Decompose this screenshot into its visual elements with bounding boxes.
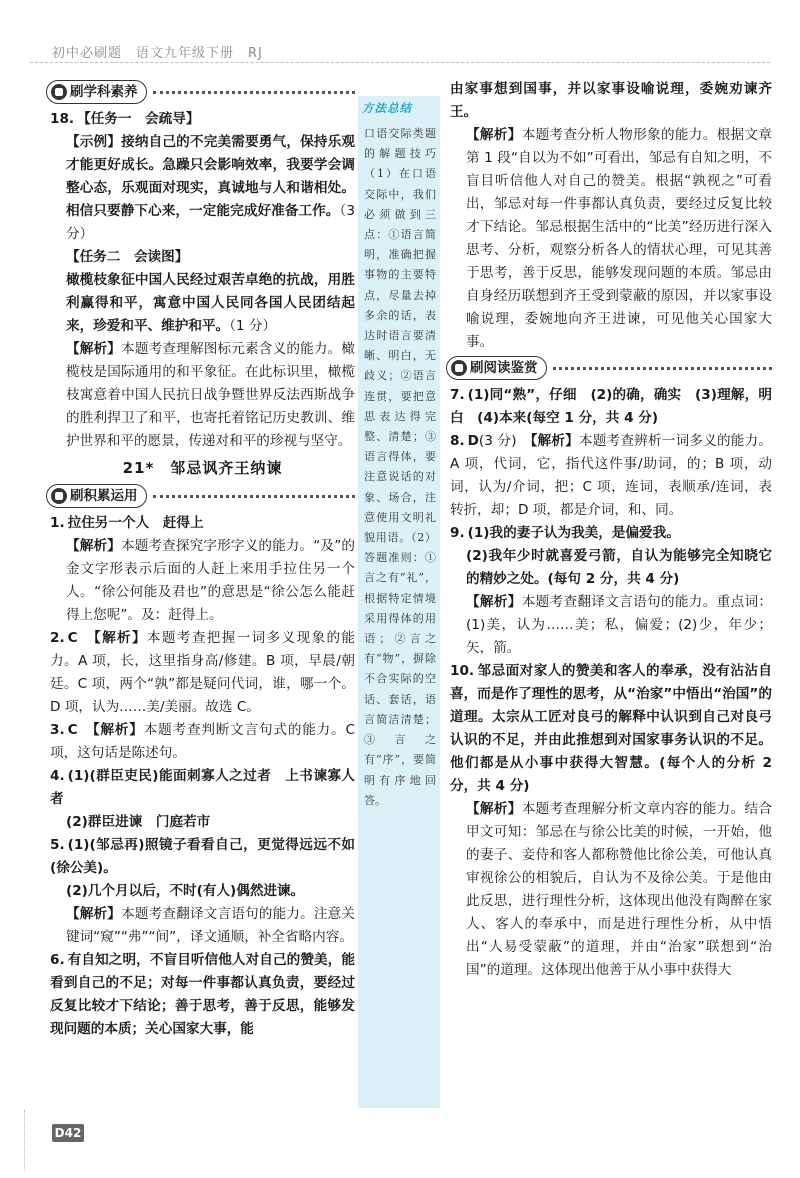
question-8 — [450, 430, 772, 522]
answer-text: (1)(邹忌再)照镜子看看自己，更觉得远远不如(徐公美)。 — [50, 837, 355, 876]
answer-text: 橄榄枝象征中国人民经过艰苦卓绝的抗战，用胜利赢得和平，寓意中国人民同各国人民团结起来，珍爱和平、维护和平。 — [66, 272, 355, 334]
analysis-label: 【解析】 — [66, 341, 122, 357]
question-3 — [50, 719, 355, 765]
question-number: 2. — [50, 630, 65, 646]
analysis-label: 【解析】 — [466, 127, 522, 143]
question-18-example — [50, 131, 355, 246]
answer-text: (1)(群臣吏民)能面刺寡人之过者 上书谏寡人者 — [50, 768, 355, 807]
question-18-answer2 — [50, 269, 355, 338]
analysis-label: 【解析】 — [66, 538, 121, 554]
dotted-divider — [153, 495, 356, 498]
question-10-analysis — [450, 798, 772, 982]
question-9-line2: (2)我年少时就喜爱弓箭，自认为能够完全知晓它的精妙之处。(每句 2 分，共 4 分) — [466, 548, 772, 587]
section-badge — [46, 80, 147, 104]
margin-rule — [24, 1110, 26, 1170]
page-header: 初中必刷题 语文九年级下册 RJ — [52, 46, 263, 61]
analysis-text: 本题考查辨析一词多义的能力。A 项，代词，它，指代这件事/助词，的；B 项，动词，认为/介词，把；C 项，连词，表顺承/连词，表转折，却；D 项，都是介词，和、同。 — [450, 433, 773, 518]
book-icon — [51, 488, 67, 504]
question-number: 1. — [50, 515, 65, 531]
analysis-label: 【解析】 — [92, 722, 144, 738]
section-banner-reading — [446, 356, 772, 380]
question-4-line1 — [50, 765, 355, 811]
question-6-continued: 由家事想到国事，并以家事设喻说理，委婉劝谏齐王。 — [450, 81, 772, 120]
question-18-task2: 【任务二 会读图】 — [66, 249, 189, 265]
section-badge — [446, 356, 547, 380]
answer-text: C — [67, 722, 78, 738]
analysis-text: 本题考查探究字形字义的能力。“及”的金文字形表示后面的人赶上来用手拉住另一个人。“徐公何能及君也”的意思是“徐公怎么能赶得上您呢”。及：赶得上。 — [66, 538, 355, 623]
answer-text: (1)同“熟”，仔细 (2)的确，确实 (3)理解，明白 (4)本来(每空 1 分，共 4 分) — [450, 387, 772, 426]
question-number: 3. — [50, 722, 65, 738]
score-text: （1 分） — [229, 318, 277, 334]
header-divider — [30, 62, 770, 63]
question-18-task1 — [50, 108, 355, 131]
question-number: 6. — [50, 952, 65, 968]
section-banner-accumulation — [46, 484, 355, 508]
section-banner-subject-literacy — [46, 80, 355, 104]
left-column — [50, 78, 355, 1041]
section-label: 刷阅读鉴赏 — [470, 359, 538, 376]
analysis-label: 【解析】 — [466, 801, 522, 817]
question-10-answer — [450, 660, 772, 798]
method-summary-body: 口语交际类题的解题技巧（1）在口语交际中，我们必须做到三点：①语言简明，准确把握事物的主要特点，尽量去掉多余的话，表达时语言要清晰、明白，无歧义；②语言连贯，要把意思表达得完整、清楚；③语言得体，要注意说话的对象、场合，注意使用文明礼貌用语。（2）答题准则：①言之有“礼”，根据特定情境采用得体的用语；②言之有“物”，摒除不合实际的空话、套话，语言简洁清楚；③言之有“序”，要简明有序地回答。 — [364, 127, 436, 807]
answer-text: 拉住另一个人 赶得上 — [67, 515, 204, 531]
question-number: 18. — [50, 111, 75, 127]
question-5-line2: (2)几个月以后，不时(有人)偶然进谏。 — [66, 883, 305, 899]
analysis-label: 【解析】 — [66, 906, 122, 922]
section-badge — [46, 484, 147, 508]
analysis-text: 本题考查理解图标元素含义的能力。橄榄枝是国际通用的和平象征。在此标识里，橄榄枝寓意着中国人民抗日战争暨世界反法西斯战争的胜利捍卫了和平，也寄托着铭记历史教训、维护世界和平的愿景，传递对和平的珍视与坚守。 — [66, 341, 356, 449]
question-number: 5. — [50, 837, 65, 853]
analysis-text: 本题考查理解分析文章内容的能力。结合甲文可知：邹忌在与徐公比美的时候，一开始，他的妻子、妾侍和客人都称赞他比徐公美，可他认真审视徐公的相貌后，自认为不及徐公美。于是他由此反思，进行理性分析，这体现出他没有陶醉在家人、客人的奉承中，而是进行理性分析，从中悟出“人易受蒙蔽”的道理，并由“治家”联想到“治国”的道理。这体现出他善于从小事中获得大 — [466, 801, 773, 978]
book-icon — [51, 84, 67, 100]
question-4-line2: (2)群臣进谏 门庭若市 — [66, 814, 211, 830]
book-icon — [451, 360, 467, 376]
page-number: D42 — [52, 1124, 84, 1142]
question-6-answer — [50, 949, 355, 1041]
question-number: 8. — [450, 433, 465, 449]
score-text: (3 分) — [478, 433, 517, 449]
right-column — [450, 78, 772, 982]
question-number: 10. — [450, 663, 475, 679]
dotted-divider — [153, 91, 356, 94]
answer-text: 邹忌面对家人的赞美和客人的奉承，没有沾沾自喜，而是作了理性的思考，从“治家”中悟出“治国”的道理。太宗从工匠对良弓的解释中认识到自己对良弓认识的不足，并由此推想到对国家事务认识的不足。他们都是从小事中获得大智慧。(每个人的分析 2 分，共 4 分) — [450, 663, 772, 794]
question-6-analysis — [450, 124, 772, 354]
question-number: 4. — [50, 768, 65, 784]
question-5-line1 — [50, 834, 355, 880]
analysis-text: 本题考查分析人物形象的能力。根据文章第 1 段“自以为不如”可看出，邹忌有自知之明，不盲目听信他人对自己的赞美。根据“孰视之”可看出，邹忌对每一件事都认真负责，要经过反复比较才下结论。邹忌根据生活中的“比美”经历进行深入思考、分析，观察分析各人的情状心理，可见其善于思考，善于反思，能够发现问题的本质。邹忌由自身经历联想到齐王受到蒙蔽的原因，并以家事设喻说理，委婉地向齐王进谏，可见他关心国家大事。 — [466, 127, 773, 350]
analysis-label: 【解析】 — [93, 630, 147, 646]
question-number: 7. — [450, 387, 465, 403]
lesson-title: 21* 邹忌讽齐王纳谏 — [122, 459, 283, 477]
dotted-divider — [553, 367, 773, 370]
answer-text: D — [467, 433, 479, 449]
method-summary-title: 方法总结 — [362, 101, 412, 115]
analysis-text: 本题考查把握一词多义现象的能力。A 项，长，这里指身高/修建。B 项，早晨/朝廷。C 项，两个“孰”都是疑问代词，谁，哪一个。D 项，认为……美/美丽。故选 C。 — [50, 630, 356, 715]
analysis-text: 本题考查翻译文言语句的能力。注意关键词“窥”“弗”“间”，译文通顺，补全省略内容。 — [66, 906, 356, 945]
question-9-analysis — [450, 591, 772, 660]
answer-text: (1)我的妻子认为我美，是偏爱我。 — [467, 525, 680, 541]
section-label: 刷学科素养 — [70, 83, 138, 100]
analysis-text: 本题考查判断文言句式的能力。C 项，这句话是陈述句。 — [50, 722, 355, 761]
question-7 — [450, 384, 772, 430]
analysis-label: 【解析】 — [530, 433, 579, 449]
question-18-analysis — [50, 338, 355, 453]
answer-text: 【示例】接纳自己的不完美需要勇气，保持乐观才能更好成长。急躁只会影响效率，我要学会调整心态，乐观面对现实，真诚地与人和谐相处。相信只要静下心来，一定能完成好准备工作。 — [66, 134, 355, 219]
analysis-text: 本题考查翻译文言语句的能力。重点词：(1)美，认为……美；私，偏爱；(2)少，年少；矢，箭。 — [466, 594, 773, 656]
answer-text: 有自知之明，不盲目听信他人对自己的赞美，能看到自己的不足；对每一件事都认真负责，要经过反复比较才下结论；善于思考，善于反思，能够发现问题的本质；关心国家大事，能 — [50, 952, 355, 1037]
answer-text: C — [67, 630, 78, 646]
task-label: 【任务一 会疏导】 — [77, 111, 200, 127]
question-2 — [50, 627, 355, 719]
score-text: （3 分） — [66, 203, 355, 242]
question-1-analysis — [50, 535, 355, 627]
analysis-label: 【解析】 — [466, 594, 522, 610]
question-5-analysis — [50, 903, 355, 949]
question-1-answer — [50, 512, 355, 535]
question-9-line1 — [450, 522, 772, 545]
question-number: 9. — [450, 525, 465, 541]
section-label: 刷积累运用 — [70, 487, 138, 504]
